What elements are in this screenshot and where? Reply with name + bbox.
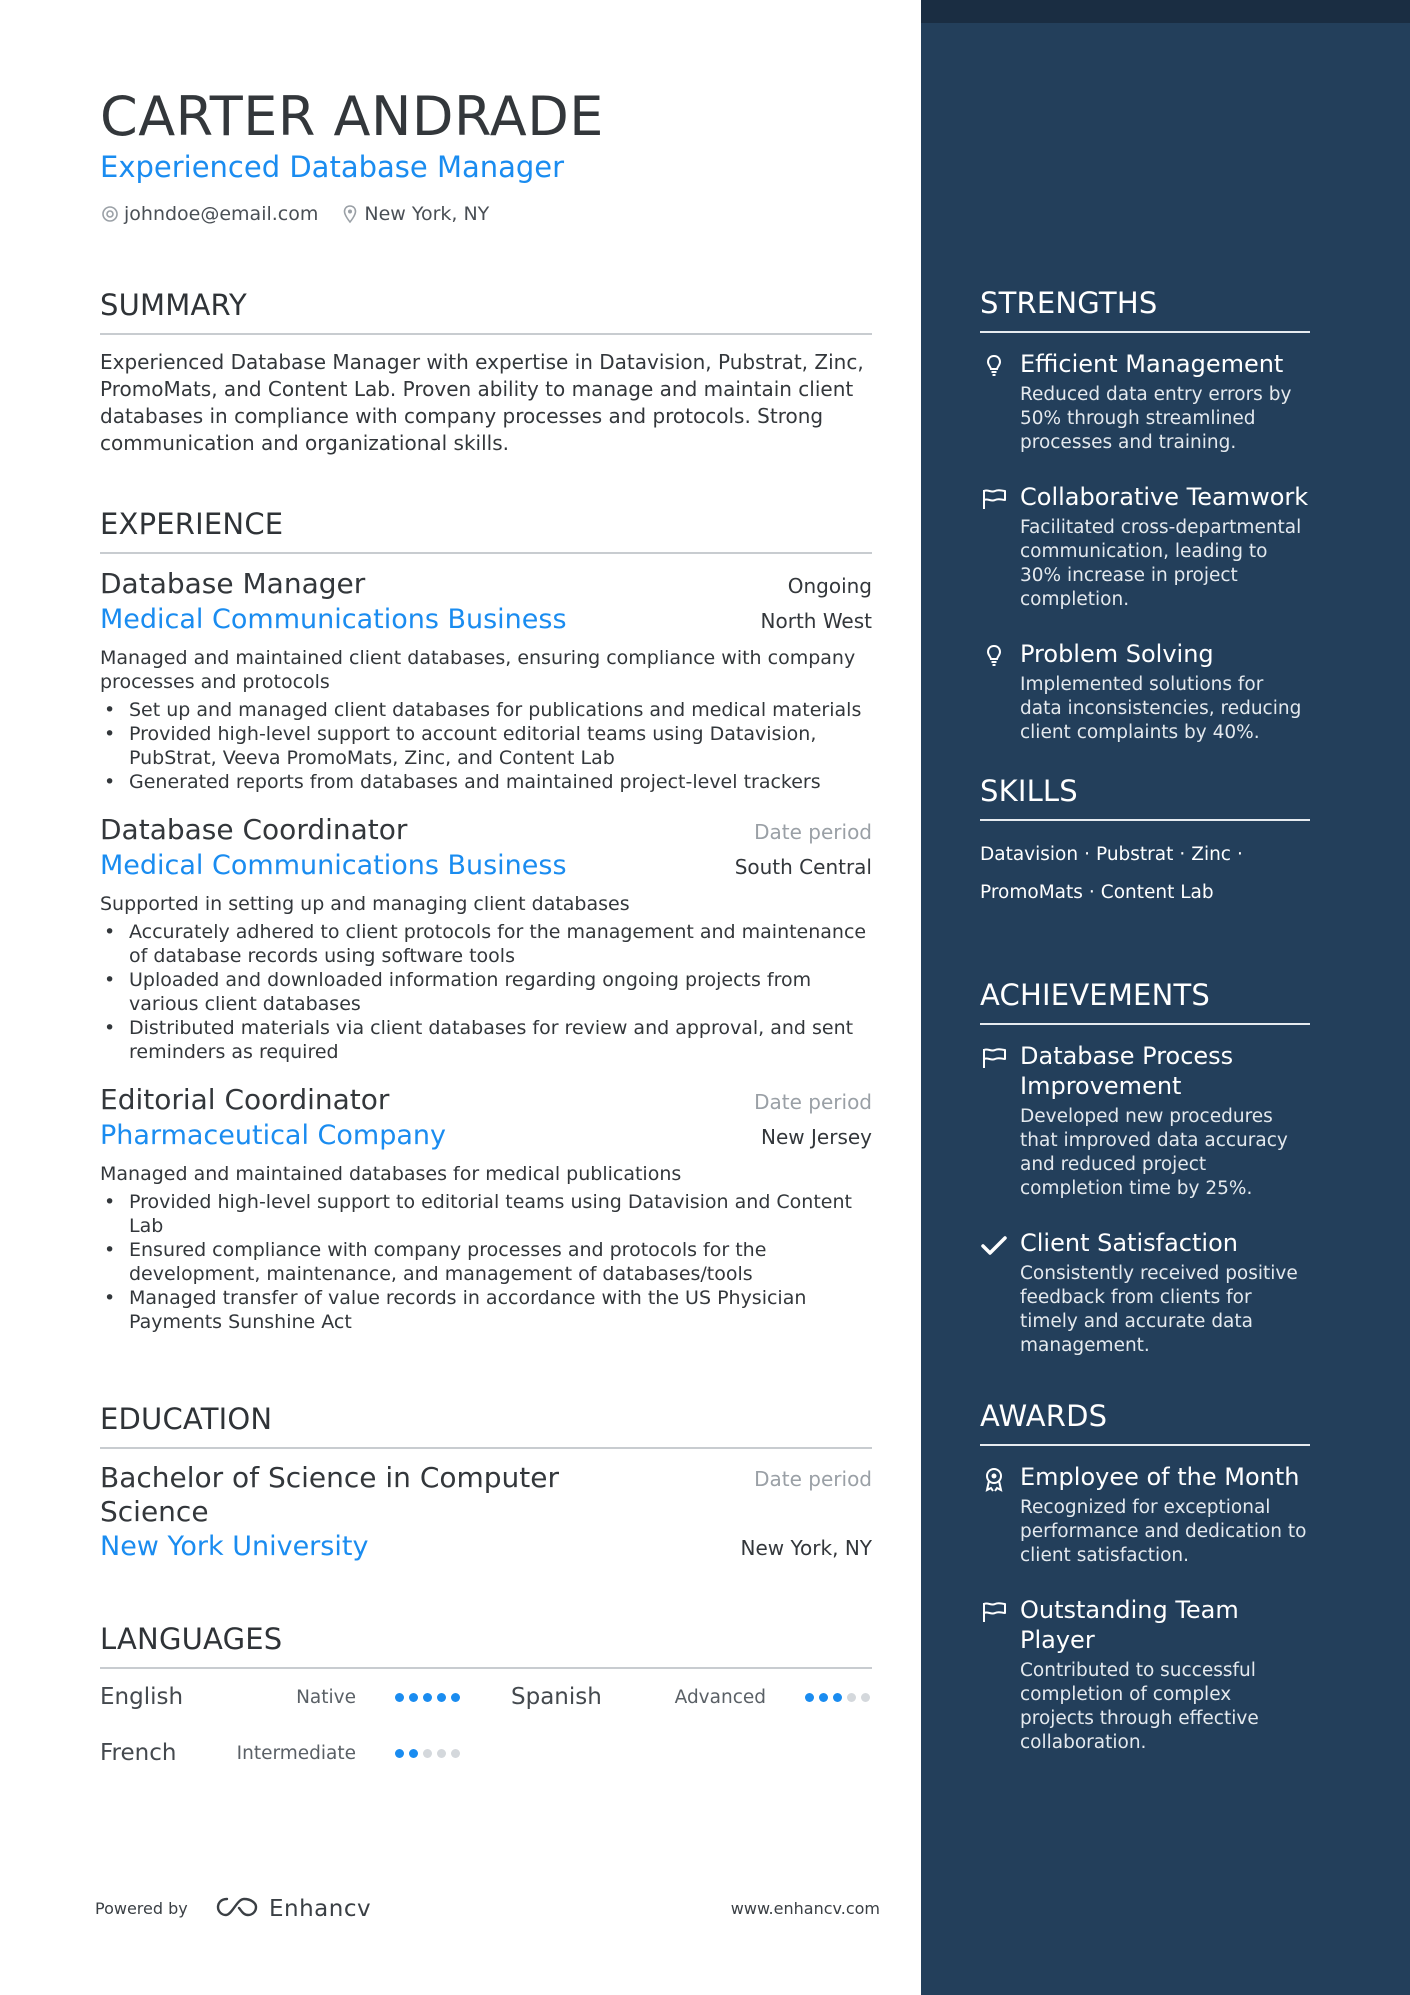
rating-dot: [437, 1749, 446, 1758]
candidate-role: Experienced Database Manager: [100, 150, 565, 184]
job-bullet: • Generated reports from databases and maintained project-level trackers: [100, 770, 872, 794]
school-location: New York, NY: [740, 1536, 872, 1560]
language-level: Native: [296, 1686, 356, 1708]
strengths-heading: STRENGTHS: [980, 285, 1310, 333]
job-bullets: [100, 698, 872, 794]
job-date: Date period: [754, 820, 872, 844]
job-entry: [100, 566, 872, 794]
achievement-desc: Consistently received positive feedback from clients for timely and accurate data management.: [1020, 1263, 1298, 1356]
job-title: Database Manager: [100, 567, 366, 600]
experience-section: [100, 506, 872, 1334]
rating-dot: [409, 1693, 418, 1702]
rating-dot: [861, 1693, 870, 1702]
achievement-desc: Developed new procedures that improved data accuracy and reduced project completion time by 25%.: [1020, 1106, 1288, 1199]
job-bullet: • Ensured compliance with company processes and protocols for the development, maintenance, and management of databases/tools: [100, 1238, 872, 1286]
candidate-name: CARTER ANDRADE: [100, 85, 604, 148]
job-bullet: • Provided high-level support to editorial teams using Datavision and Content Lab: [100, 1190, 872, 1238]
skill-tag: PromoMats: [980, 882, 1083, 903]
award-item: [980, 1595, 1310, 1755]
job-description: Supported in setting up and managing client databases: [100, 893, 630, 915]
sidebar-content: [980, 285, 1310, 1782]
language-item: [511, 1677, 872, 1717]
job-description: Managed and maintained client databases, ensuring compliance with company processes and protocols: [100, 647, 856, 693]
rating-dot: [847, 1693, 856, 1702]
job-date: Ongoing: [787, 574, 872, 598]
job-title: Database Coordinator: [100, 813, 408, 846]
languages-grid: [100, 1677, 872, 1797]
language-name: English: [100, 1684, 184, 1710]
job-location: North West: [760, 609, 872, 633]
award-desc: Contributed to successful completion of complex projects through effective collaboration.: [1020, 1660, 1259, 1753]
flag-icon: [980, 1044, 1008, 1072]
summary-section: [100, 287, 872, 457]
sidebar: [921, 0, 1410, 1995]
enhancv-logo[interactable]: [215, 1895, 371, 1923]
education-section: [100, 1401, 872, 1565]
infinity-logo-icon: [215, 1895, 261, 1923]
award-title: Employee of the Month: [1020, 1463, 1300, 1491]
strength-item: [980, 482, 1310, 612]
job-bullet: • Uploaded and downloaded information regarding ongoing projects from various client databases: [100, 968, 872, 1016]
job-location: South Central: [734, 855, 872, 879]
language-rating: [395, 1749, 460, 1758]
job-company: Pharmaceutical Company: [100, 1120, 446, 1151]
job-bullets: [100, 1190, 872, 1334]
language-name: French: [100, 1740, 177, 1766]
footer: [95, 1895, 880, 1925]
brand-name: Enhancv: [269, 1896, 372, 1922]
flag-icon: [980, 485, 1008, 513]
job-description: Managed and maintained databases for medical publications: [100, 1163, 682, 1185]
award-desc: Recognized for exceptional performance and dedication to client satisfaction.: [1020, 1497, 1307, 1566]
strength-item: [980, 349, 1310, 455]
strength-desc: Implemented solutions for data inconsistencies, reducing client complaints by 40%.: [1020, 674, 1302, 743]
rating-dot: [423, 1749, 432, 1758]
job-date: Date period: [754, 1090, 872, 1114]
summary-text: Experienced Database Manager with expertise in Datavision, Pubstrat, Zinc, PromoMats, and Content Lab. Proven ability to manage and maintain client databases in compliance with company processes and protocols. Strong communication and organizational skills.: [100, 350, 864, 455]
language-rating: [805, 1693, 870, 1702]
website-link[interactable]: www.enhancv.com: [730, 1899, 880, 1918]
language-level: Intermediate: [236, 1742, 356, 1764]
sidebar-top-strip: [921, 0, 1410, 23]
skills-heading: SKILLS: [980, 773, 1310, 821]
skill-tag: Datavision: [980, 844, 1079, 865]
achievement-item: [980, 1041, 1310, 1201]
job-bullet: • Managed transfer of value records in accordance with the US Physician Payments Sunshine Act: [100, 1286, 872, 1334]
award-title: Outstanding Team Player: [1020, 1596, 1239, 1654]
at-icon: [100, 204, 120, 224]
awards-section: [980, 1398, 1310, 1755]
skills-row: PromoMats · Content Lab: [980, 882, 1214, 903]
awards-heading: AWARDS: [980, 1398, 1310, 1446]
rating-dot: [805, 1693, 814, 1702]
language-item: [100, 1733, 460, 1773]
achievement-title: Client Satisfaction: [1020, 1229, 1238, 1257]
language-level: Advanced: [674, 1686, 766, 1708]
rating-dot: [437, 1693, 446, 1702]
skill-tag: Content Lab: [1100, 882, 1214, 903]
strength-title: Collaborative Teamwork: [1020, 483, 1309, 511]
experience-heading: EXPERIENCE: [100, 506, 872, 554]
rating-dot: [395, 1749, 404, 1758]
achievements-section: [980, 977, 1310, 1358]
contact-row: [100, 200, 489, 228]
skills-row: Datavision · Pubstrat · Zinc ·: [980, 844, 1243, 865]
lightbulb-icon: [980, 352, 1008, 380]
skill-tag: Pubstrat: [1095, 844, 1174, 865]
medal-icon: [980, 1465, 1008, 1493]
strength-title: Efficient Management: [1020, 350, 1284, 378]
checkmark-icon: [980, 1231, 1008, 1259]
job-bullets: [100, 920, 872, 1064]
language-item: [100, 1677, 460, 1717]
rating-dot: [409, 1749, 418, 1758]
location-text: New York, NY: [364, 203, 490, 225]
rating-dot: [833, 1693, 842, 1702]
skill-tag: Zinc: [1191, 844, 1231, 865]
language-name: Spanish: [511, 1684, 602, 1710]
job-company: Medical Communications Business: [100, 604, 567, 635]
job-bullet: • Accurately adhered to client protocols for the management and maintenance of database records using software tools: [100, 920, 872, 968]
rating-dot: [451, 1749, 460, 1758]
school-name: New York University: [100, 1531, 369, 1562]
languages-heading: LANGUAGES: [100, 1621, 872, 1669]
job-entry: [100, 812, 872, 1064]
skills-section: [980, 773, 1310, 913]
achievement-item: [980, 1228, 1310, 1358]
rating-dot: [819, 1693, 828, 1702]
summary-heading: SUMMARY: [100, 287, 872, 335]
strength-desc: Facilitated cross-departmental communication, leading to 30% increase in project completion.: [1020, 517, 1302, 610]
email-link[interactable]: johndoe@email.com: [124, 203, 319, 225]
powered-by-label: Powered by: [95, 1899, 188, 1918]
education-heading: EDUCATION: [100, 1401, 872, 1449]
rating-dot: [451, 1693, 460, 1702]
strength-title: Problem Solving: [1020, 640, 1214, 668]
achievements-heading: ACHIEVEMENTS: [980, 977, 1310, 1025]
job-title: Editorial Coordinator: [100, 1083, 390, 1116]
achievement-title: Database Process Improvement: [1020, 1042, 1234, 1100]
strength-desc: Reduced data entry errors by 50% through streamlined processes and training.: [1020, 384, 1292, 453]
education-entry: [100, 1461, 872, 1565]
rating-dot: [423, 1693, 432, 1702]
job-entry: [100, 1082, 872, 1334]
languages-section: [100, 1621, 872, 1797]
lightbulb-icon: [980, 642, 1008, 670]
strength-item: [980, 639, 1310, 745]
job-bullet: • Provided high-level support to account editorial teams using Datavision, PubStrat, Veeva PromoMats, Zinc, and Content Lab: [100, 722, 872, 770]
job-company: Medical Communications Business: [100, 850, 567, 881]
language-rating: [395, 1693, 460, 1702]
job-bullet: • Distributed materials via client databases for review and approval, and sent reminders as required: [100, 1016, 872, 1064]
location-pin-icon: [340, 204, 360, 224]
rating-dot: [395, 1693, 404, 1702]
job-location: New Jersey: [761, 1125, 872, 1149]
award-item: [980, 1462, 1310, 1568]
flag-icon: [980, 1598, 1008, 1626]
strengths-section: [980, 285, 1310, 745]
job-bullet: • Set up and managed client databases for publications and medical materials: [100, 698, 872, 722]
education-date: Date period: [754, 1467, 872, 1491]
degree-title: Bachelor of Science in Computer Science: [100, 1461, 560, 1528]
